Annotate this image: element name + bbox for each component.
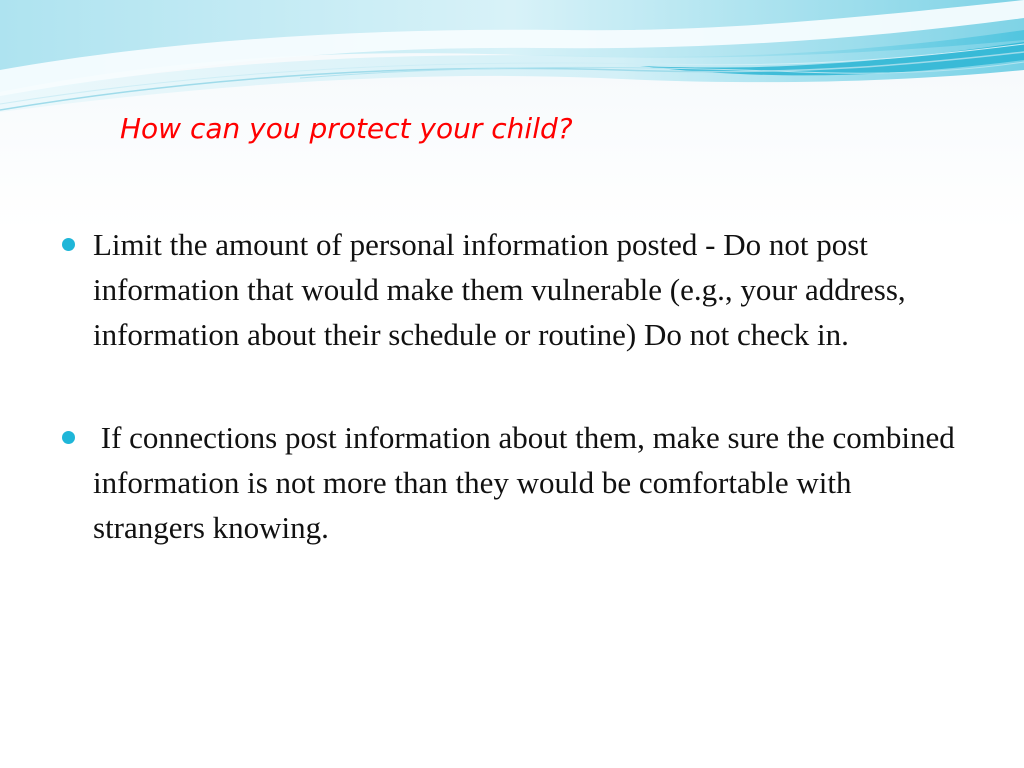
slide-title: How can you protect your child?	[120, 112, 573, 145]
bullet-item	[62, 415, 962, 550]
wave-decoration	[0, 0, 1024, 130]
circle-bullet-icon	[62, 431, 75, 444]
bullet-text: Limit the amount of personal information posted - Do not post information that would make them vulnerable (e.g., your address, information about their schedule or routine) Do not check in.	[93, 227, 906, 352]
bullet-list	[62, 222, 962, 550]
bullet-item	[62, 222, 962, 357]
bullet-text: If connections post information about them, make sure the combined information is not more than they would be comfortable with strangers knowing.	[93, 420, 963, 545]
circle-bullet-icon	[62, 238, 75, 251]
